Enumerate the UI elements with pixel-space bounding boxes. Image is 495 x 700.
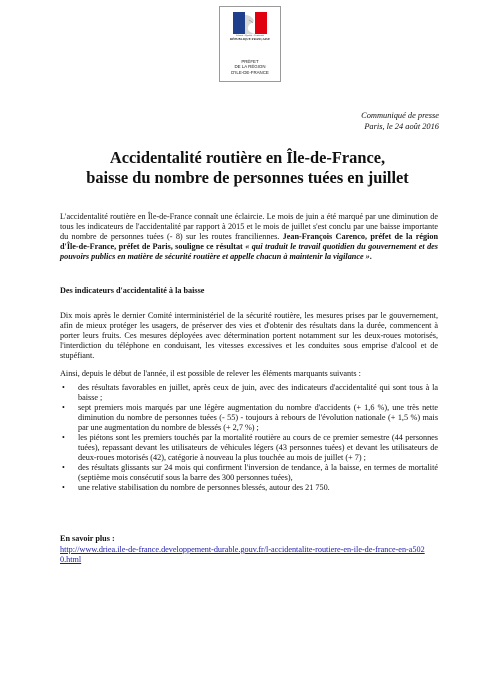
republic-name: RÉPUBLIQUE FRANÇAISE [229, 37, 271, 41]
more-info-link[interactable]: http://www.drieа.ile-de-france.developpement-durable.gouv.fr/l-accidentalite-routiere-en-ile-de-france-en-a5020.html [60, 545, 425, 564]
press-header [361, 111, 439, 132]
bullet-icon: • [62, 403, 65, 412]
measures-paragraph: Dix mois après le dernier Comité interministériel de la sécurité routière, les mesures prises par le gouvernement, afin de mieux protéger les usagers, de préserver des vies et d'obtenir des résultats dans la durée, commencent à porter leurs fruits. Ces mesures déployées avec détermination portent notamment sur les deux-roues motorisés, l'interdiction du téléphone en conduisant, les vitesses excessives et les conduites sous emprise d'alcool et de stupéfiant. [60, 311, 438, 360]
press-date: Paris, le 24 août 2016 [364, 121, 439, 131]
list-item: • les piétons sont les premiers touchés par la mortalité routière au cours de ce premier semestre (44 personnes tuées), repassant devant les utilisateurs de véhicules légers (43 personnes tuées) et devant les utilisateurs de deux-roues motorisés (42), catégorie à nouveau la plus touchée au mois de juillet (+ 7) ; [62, 433, 438, 462]
list-item: • des résultats favorables en juillet, après ceux de juin, avec des indicateurs d'accidentalité qui sont tous à la baisse ; [62, 383, 438, 402]
bullet-icon: • [62, 433, 65, 442]
findings-list [60, 383, 438, 493]
more-info-title: En savoir plus : [60, 534, 115, 543]
document-title [0, 148, 495, 188]
section-heading: Des indicateurs d'accidentalité à la baisse [60, 286, 205, 295]
prefect-line-3: D'ILE-DE-FRANCE [231, 69, 269, 75]
intro-bold-text: Jean-François Carenco, préfet de la région d'Île-de-France, préfet de Paris, souligne ce résultat [60, 232, 439, 251]
prefect-line-1: PRÉFET [241, 59, 259, 64]
press-type: Communiqué de presse [361, 111, 439, 120]
bullet-icon: • [62, 463, 65, 472]
prefect-label [220, 59, 280, 75]
list-item: • des résultats glissants sur 24 mois qui confirment l'inversion de tendance, à la baisse, en termes de mortalité (septième mois consécutif sous la barre des 300 personnes tuées), [62, 463, 438, 482]
bullet-icon: • [62, 483, 65, 492]
bullet-icon: • [62, 383, 65, 392]
intro-list-paragraph: Ainsi, depuis le début de l'année, il est possible de relever les éléments marquants suivants : [60, 369, 361, 378]
intro-quote: « qui traduit le travail quotidien du gouvernement et des pouvoirs publics en matière de sécurité routière et appelle chacun à maintenir la vigilance » [60, 242, 438, 261]
intro-text: L'accidentalité routière en Île-de-France connaît une éclaircie. Le mois de juin a été marqué par une diminution de tous les indicateurs de l'accidentalité par rapport à 2015 et le mois de juillet s'est conclu par une baisse importante du nombre de personnes tuées (- 8) sur les routes franciliennes. [60, 212, 438, 241]
prefecture-logo [219, 6, 281, 82]
marianne-emblem-icon [233, 12, 267, 34]
list-item: • sept premiers mois marqués par une légère augmentation du nombre d'accidents (+ 1,6 %), une très nette diminution du nombre de personnes tuées (- 55) - toujours à rebours de l'évolution nationale (+ 1,5 %) mais par une augmentation du nombre de blessés (+ 2,7 %) ; [62, 403, 438, 432]
intro-paragraph [60, 212, 438, 262]
intro-end: . [369, 252, 372, 261]
title-line-1: Accidentalité routière en Île-de-France, [109, 148, 386, 167]
list-item: • une relative stabilisation du nombre de personnes blessés, autour des 21 750. [62, 483, 330, 492]
title-line-2: baisse du nombre de personnes tuées en juillet [86, 168, 409, 187]
republic-motto: Liberté • Égalité • Fraternité [236, 34, 264, 37]
prefect-line-2: DE LA RÉGION [234, 64, 266, 70]
